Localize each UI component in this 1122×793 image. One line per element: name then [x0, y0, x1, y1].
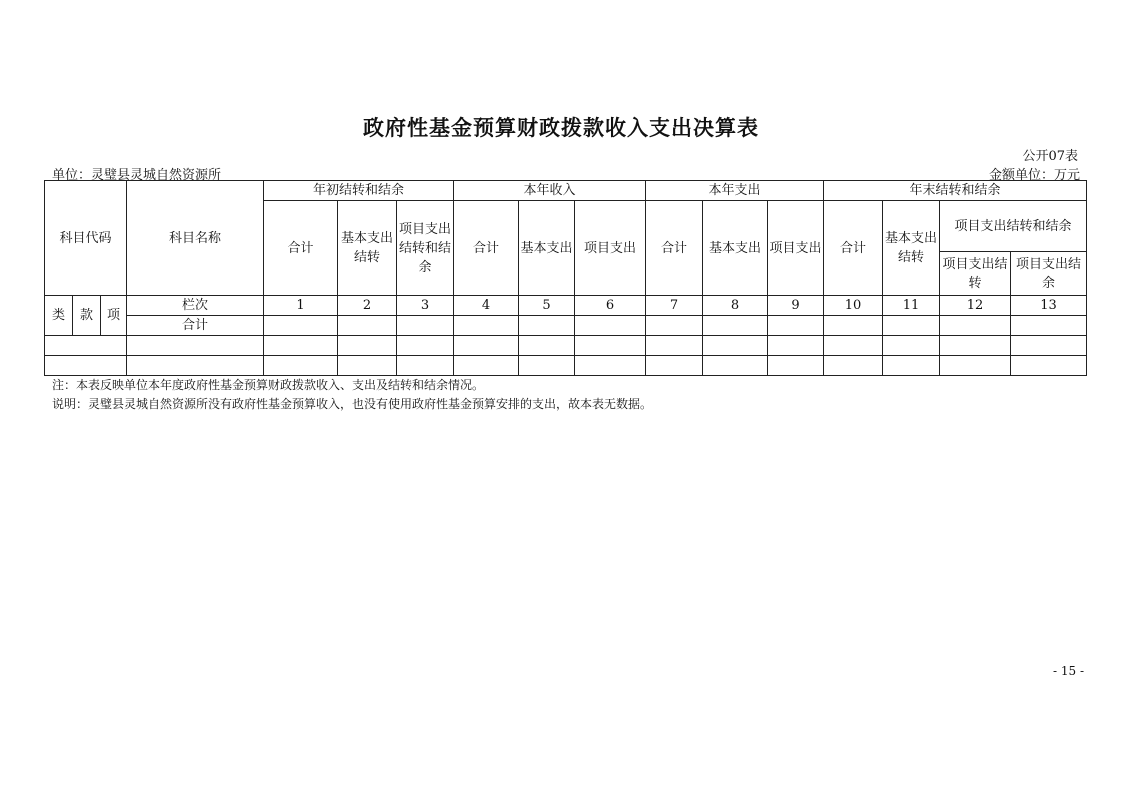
closing-basic-carryover-header: 基本支出结转 — [883, 201, 940, 296]
column-no-cell: 2 — [338, 296, 397, 316]
income-header: 本年收入 — [454, 181, 646, 201]
closing-project-carryover-header: 项目支出结转 — [940, 252, 1011, 296]
income-total-header: 合计 — [454, 201, 519, 296]
unit-label: 单位：灵璧县灵城自然资源所 — [52, 168, 222, 183]
opening-project-carryover-header: 项目支出结转和结余 — [397, 201, 454, 296]
expenditure-header: 本年支出 — [646, 181, 824, 201]
page-number: - 15 - — [1052, 664, 1084, 678]
budget-table — [44, 180, 1087, 376]
table-row — [45, 356, 1087, 376]
exp-basic-header: 基本支出 — [703, 201, 768, 296]
column-no-cell: 3 — [397, 296, 454, 316]
column-no-cell: 4 — [454, 296, 519, 316]
lei-header: 类 — [45, 296, 73, 336]
opening-total-header: 合计 — [264, 201, 338, 296]
closing-total-header: 合计 — [824, 201, 883, 296]
sum-row-label: 合计 — [127, 316, 264, 336]
page-title: 政府性基金预算财政拨款收入支出决算表 — [363, 115, 759, 140]
table-note: 注：本表反映单位本年度政府性基金预算财政拨款收入、支出及结转和结余情况。 — [52, 378, 485, 392]
column-no-cell: 11 — [883, 296, 940, 316]
column-no-cell: 7 — [646, 296, 703, 316]
column-no-cell: 1 — [264, 296, 338, 316]
exp-total-header: 合计 — [646, 201, 703, 296]
column-no-cell: 5 — [519, 296, 575, 316]
column-no-cell: 9 — [768, 296, 824, 316]
column-no-cell: 12 — [940, 296, 1011, 316]
column-no-label: 栏次 — [127, 296, 264, 316]
opening-basic-carryover-header: 基本支出结转 — [338, 201, 397, 296]
subject-code-header: 科目代码 — [45, 181, 127, 296]
exp-project-header: 项目支出 — [768, 201, 824, 296]
table-explanation: 说明：灵璧县灵城自然资源所没有政府性基金预算收入，也没有使用政府性基金预算安排的支出，故本表无数据。 — [52, 397, 653, 411]
column-no-cell: 8 — [703, 296, 768, 316]
form-number: 公开07表 — [1022, 149, 1078, 164]
xiang-header: 项 — [101, 296, 127, 336]
kuan-header: 款 — [73, 296, 101, 336]
income-basic-header: 基本支出 — [519, 201, 575, 296]
column-no-cell: 10 — [824, 296, 883, 316]
opening-balance-header: 年初结转和结余 — [264, 181, 454, 201]
subject-name-header: 科目名称 — [127, 181, 264, 296]
income-project-header: 项目支出 — [575, 201, 646, 296]
column-no-cell: 6 — [575, 296, 646, 316]
table-row — [45, 336, 1087, 356]
closing-project-balance-header: 项目支出结余 — [1011, 252, 1087, 296]
amount-unit-label: 金额单位：万元 — [988, 168, 1080, 183]
closing-project-carryover-balance-header: 项目支出结转和结余 — [940, 201, 1087, 252]
closing-balance-header: 年末结转和结余 — [824, 181, 1087, 201]
column-no-cell: 13 — [1011, 296, 1087, 316]
